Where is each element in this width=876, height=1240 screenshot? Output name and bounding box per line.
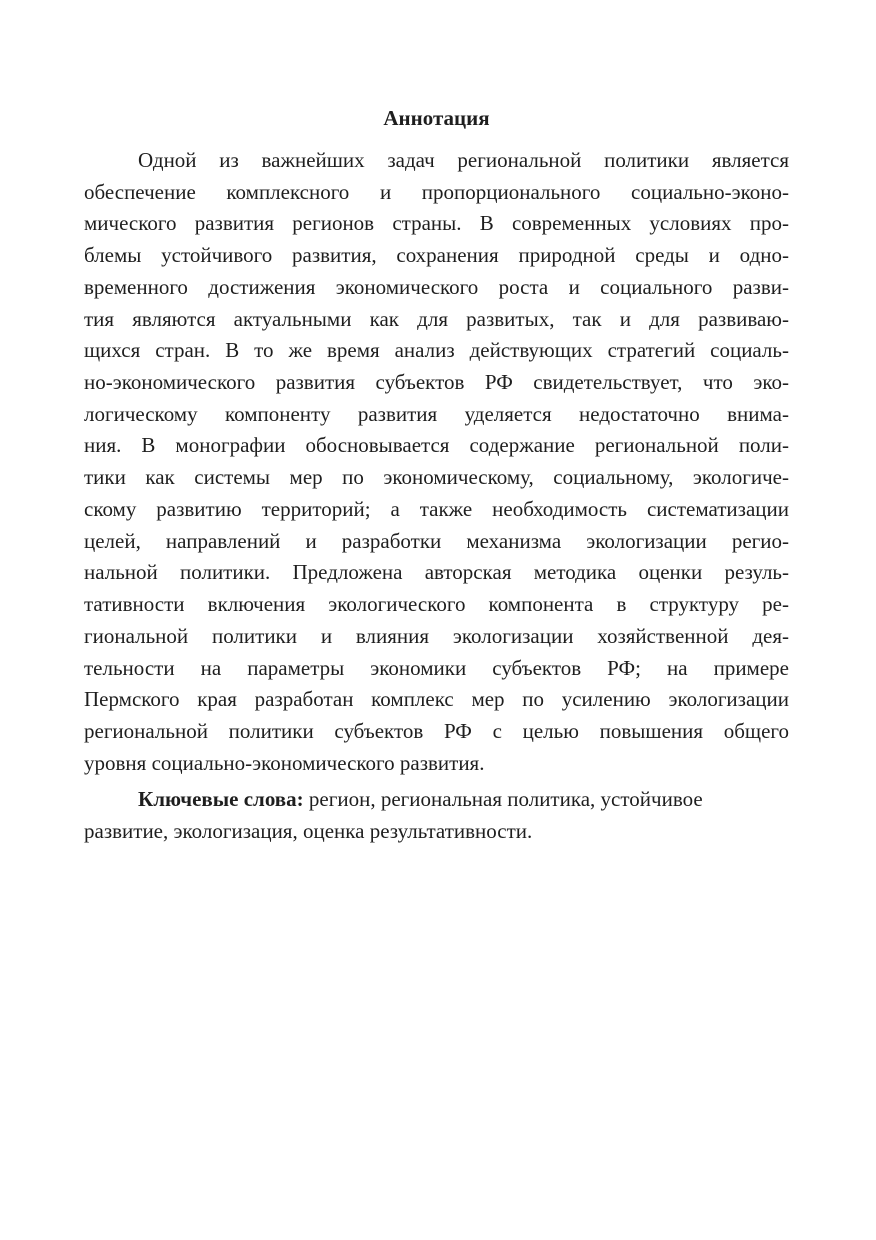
abstract-line: региональной политики субъектов РФ с целью повышения общего (84, 718, 789, 743)
keywords-text: регион, региональная политика, устойчивое (303, 787, 703, 811)
abstract-line: но-экономического развития субъектов РФ свидетельствует, что эко- (84, 370, 789, 395)
abstract-line: нальной политики. Предложена авторская методика оценки резуль- (84, 560, 789, 585)
abstract-line: щихся стран. В то же время анализ действующих стратегий социаль- (84, 338, 789, 363)
abstract-line: тия являются актуальными как для развитых, так и для развиваю- (84, 306, 789, 331)
keywords-line (84, 784, 789, 816)
abstract-line: обеспечение комплексного и пропорционального социально-эконо- (84, 179, 789, 204)
abstract-line: тативности включения экологического компонента в структуру ре- (84, 592, 789, 617)
abstract-paragraph (84, 145, 789, 779)
abstract-line: тики как системы мер по экономическому, социальному, экологиче- (84, 465, 789, 490)
abstract-line: уровня социально-экономического развития. (84, 750, 485, 775)
abstract-line: мического развития регионов страны. В современных условиях про- (84, 211, 789, 236)
abstract-line: блемы устойчивого развития, сохранения природной среды и одно- (84, 243, 789, 268)
page-title: Аннотация (383, 106, 490, 130)
abstract-line: тельности на параметры экономики субъектов РФ; на примере (84, 655, 789, 680)
abstract-line: временного достижения экономического роста и социального разви- (84, 274, 789, 299)
abstract-line: логическому компоненту развития уделяется недостаточно внима- (84, 401, 789, 426)
abstract-line: Пермского края разработан комплекс мер по усилению экологизации (84, 687, 789, 712)
abstract-line: Одной из важнейших задач региональной политики является (138, 148, 789, 172)
keywords-label: Ключевые слова: (138, 787, 304, 811)
keywords-line: развитие, экологизация, оценка результативности. (84, 818, 533, 843)
abstract-line: гиональной политики и влияния экологизации хозяйственной дея- (84, 623, 789, 648)
abstract-line: целей, направлений и разработки механизма экологизации регио- (84, 528, 789, 553)
abstract-line: ния. В монографии обосновывается содержание региональной поли- (84, 433, 789, 458)
keywords-paragraph (84, 784, 789, 847)
abstract-line: скому развитию территорий; а также необходимость систематизации (84, 496, 789, 521)
